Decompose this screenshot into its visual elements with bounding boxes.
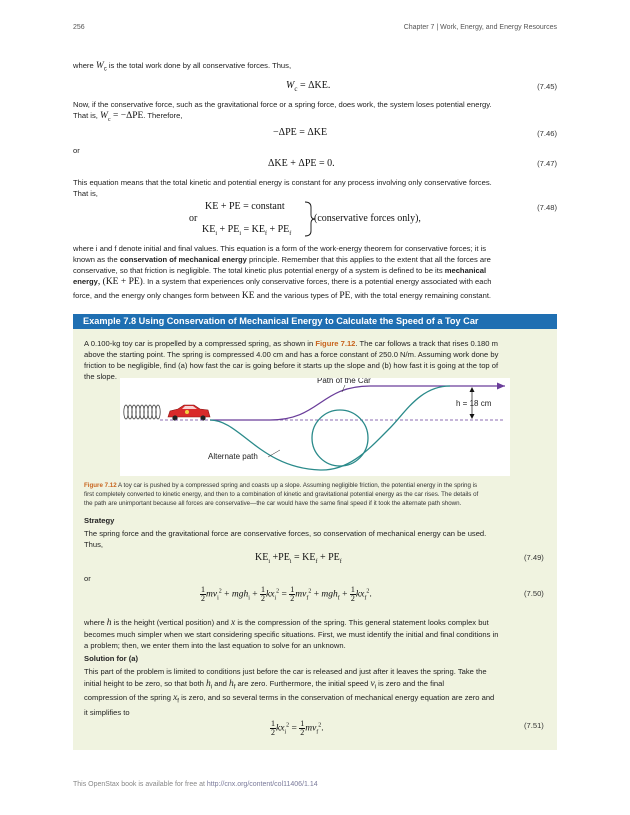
paragraph-4-line5: force, and the energy only changes form between KE and the various types of PE, with the total energy remaining constant. (73, 291, 492, 301)
alternate-label: Alternate path (208, 452, 258, 461)
solution-text-line3: compression of the spring $x_f$ is zero, and so several terms in the conservation of mechanical energy equation are zero and (84, 693, 495, 705)
paragraph-4-line4: energy, (KE + PE). In a system that experiences only conservative forces, there is a potential energy associated with each (73, 277, 492, 287)
where-text-line2: becomes much simpler when we start considering specific situations. First, we must identify the initial and final conditions in (84, 630, 499, 639)
figure-caption: Figure 7.12 A toy car is pushed by a compressed spring and coasts up a slope. Assuming negligible friction, the potential energy in the spring is (84, 482, 478, 489)
figure-7-12 (120, 378, 510, 476)
footer-link[interactable]: http://cnx.org/content/col11406/1.14 (206, 781, 318, 788)
equation-7-51: $\frac{1}{2}$ $kx_i^2$ = $\frac{1}{2}$ $mv_f^2$. (271, 719, 324, 737)
equation-7-49: $KE_i +PE_i = KE_f + PE_f$ (255, 552, 342, 565)
solution-text-line4: it simplifies to (84, 708, 130, 717)
arrow-icon (497, 383, 505, 390)
page-number: 256 (73, 24, 85, 31)
height-label: h = 18 cm (456, 399, 492, 408)
equation-7-46: −ΔPE = ΔKE (273, 127, 328, 138)
solution-text-line2: initial height to be zero, so that both $h_i$ and $h_f$ are zero. Furthermore, the initial speed $v_i$ is zero and the final (84, 679, 445, 691)
example-title: Example 7.8 Using Conservation of Mechanical Energy to Calculate the Speed of a Toy Car (73, 314, 557, 329)
where-text: where h is the height (vertical position) and x is the compression of the spring. This general statement looks complex but (84, 618, 489, 628)
paragraph-3: This equation means that the total kinetic and potential energy is constant for any process involving only conservative forces. (73, 178, 492, 187)
strategy-heading: Strategy (84, 516, 115, 525)
solution-heading: Solution for (a) (84, 654, 138, 663)
equation-number: (7.51) (524, 721, 544, 730)
equation-7-48-side: (conservative forces only), (314, 213, 421, 224)
where-text-line3: a problem; then, we enter them into the last equation to solve for an unknown. (84, 641, 346, 650)
equation-7-48-top: KE + PE = constant (205, 201, 285, 212)
paragraph-4: where i and f denote initial and final values. This equation is a form of the work-energy theorem for conservative forces; it is (73, 244, 487, 253)
or-text: or (84, 574, 91, 583)
example-intro: A 0.100-kg toy car is propelled by a compressed spring, as shown in Figure 7.12. The car follows a track that rises 0.180 m (84, 339, 498, 348)
figure-link[interactable]: Figure 7.12 (315, 339, 356, 348)
example-intro-line3: friction to be negligible, find (a) how fast the car is going before it starts up the slope and (b) how fast it is going at the top of (84, 361, 499, 370)
paragraph-2-line2: That is, $W_c = -\Delta PE$. Therefore, (73, 111, 183, 123)
equation-number: (7.45) (537, 82, 557, 91)
equation-7-45: $W_c = \Delta KE$. (286, 80, 331, 93)
equation-number: (7.46) (537, 129, 557, 138)
equation-7-48-bottom: $KE_i + PE_i = KE_f + PE_f$ (202, 224, 292, 237)
equation-number: (7.47) (537, 159, 557, 168)
loop-track (312, 410, 368, 466)
equation-number: (7.49) (524, 553, 544, 562)
or-text: or (73, 146, 80, 155)
equation-number: (7.48) (537, 203, 557, 212)
paragraph-1: where $W_c$ is the total work done by all conservative forces. Thus, (73, 61, 292, 73)
paragraph-4-line2: known as the conservation of mechanical energy principle. Remember that this applies to the extent that all the forces are (73, 255, 491, 264)
example-intro-line2: above the starting point. The spring is compressed 4.00 cm and has a force constant of 250.0 N/m. Assuming work done by (84, 350, 499, 359)
strategy-text: The spring force and the gravitational force are conservative forces, so conservation of mechanical energy can be used. (84, 529, 487, 538)
toy-car-diagram (120, 378, 510, 476)
chapter-title: Chapter 7 | Work, Energy, and Energy Resources (403, 24, 557, 31)
figure-caption-line3: the path are unimportant because all forces are conservative—the car would have the same final speed if it took the alternate path shown. (84, 500, 462, 507)
paragraph-4-line3: conservative, so that friction is negligible. The total kinetic plus potential energy of a system is defined to be its mechanical (73, 266, 487, 275)
footer: This OpenStax book is available for free at http://cnx.org/content/col11406/1.14 (73, 781, 318, 788)
example-intro-line4: the slope. (84, 372, 117, 381)
spring-icon (124, 405, 160, 419)
solution-text: This part of the problem is limited to conditions just before the car is released and just after it leaves the spring. Take the (84, 667, 487, 676)
equation-7-47: ΔKE + ΔPE = 0. (268, 158, 335, 169)
path-label: Path of the Car (317, 378, 371, 385)
paragraph-2: Now, if the conservative force, such as the gravitational force or a spring force, does work, the system loses potential energy. (73, 100, 492, 109)
equation-7-50: $\frac{1}{2}$ $mv_i^2 + mgh_i$ + $\frac{1}{2}$ $kx_i^2$ = $\frac{1}{2}$ $mv_f^2 + mgh_f$ + $\frac{1}{2}$ $kx_f^2$. (201, 585, 372, 603)
paragraph-3-line2: That is, (73, 189, 98, 198)
equation-number: (7.50) (524, 589, 544, 598)
equation-7-48-or: or (189, 213, 198, 224)
toy-car-icon (168, 405, 210, 421)
figure-caption-line2: first completely converted to kinetic energy, and then to a combination of kinetic and gravitational potential energy as the car rises. The details of (84, 491, 479, 498)
strategy-text-line2: Thus, (84, 540, 103, 549)
